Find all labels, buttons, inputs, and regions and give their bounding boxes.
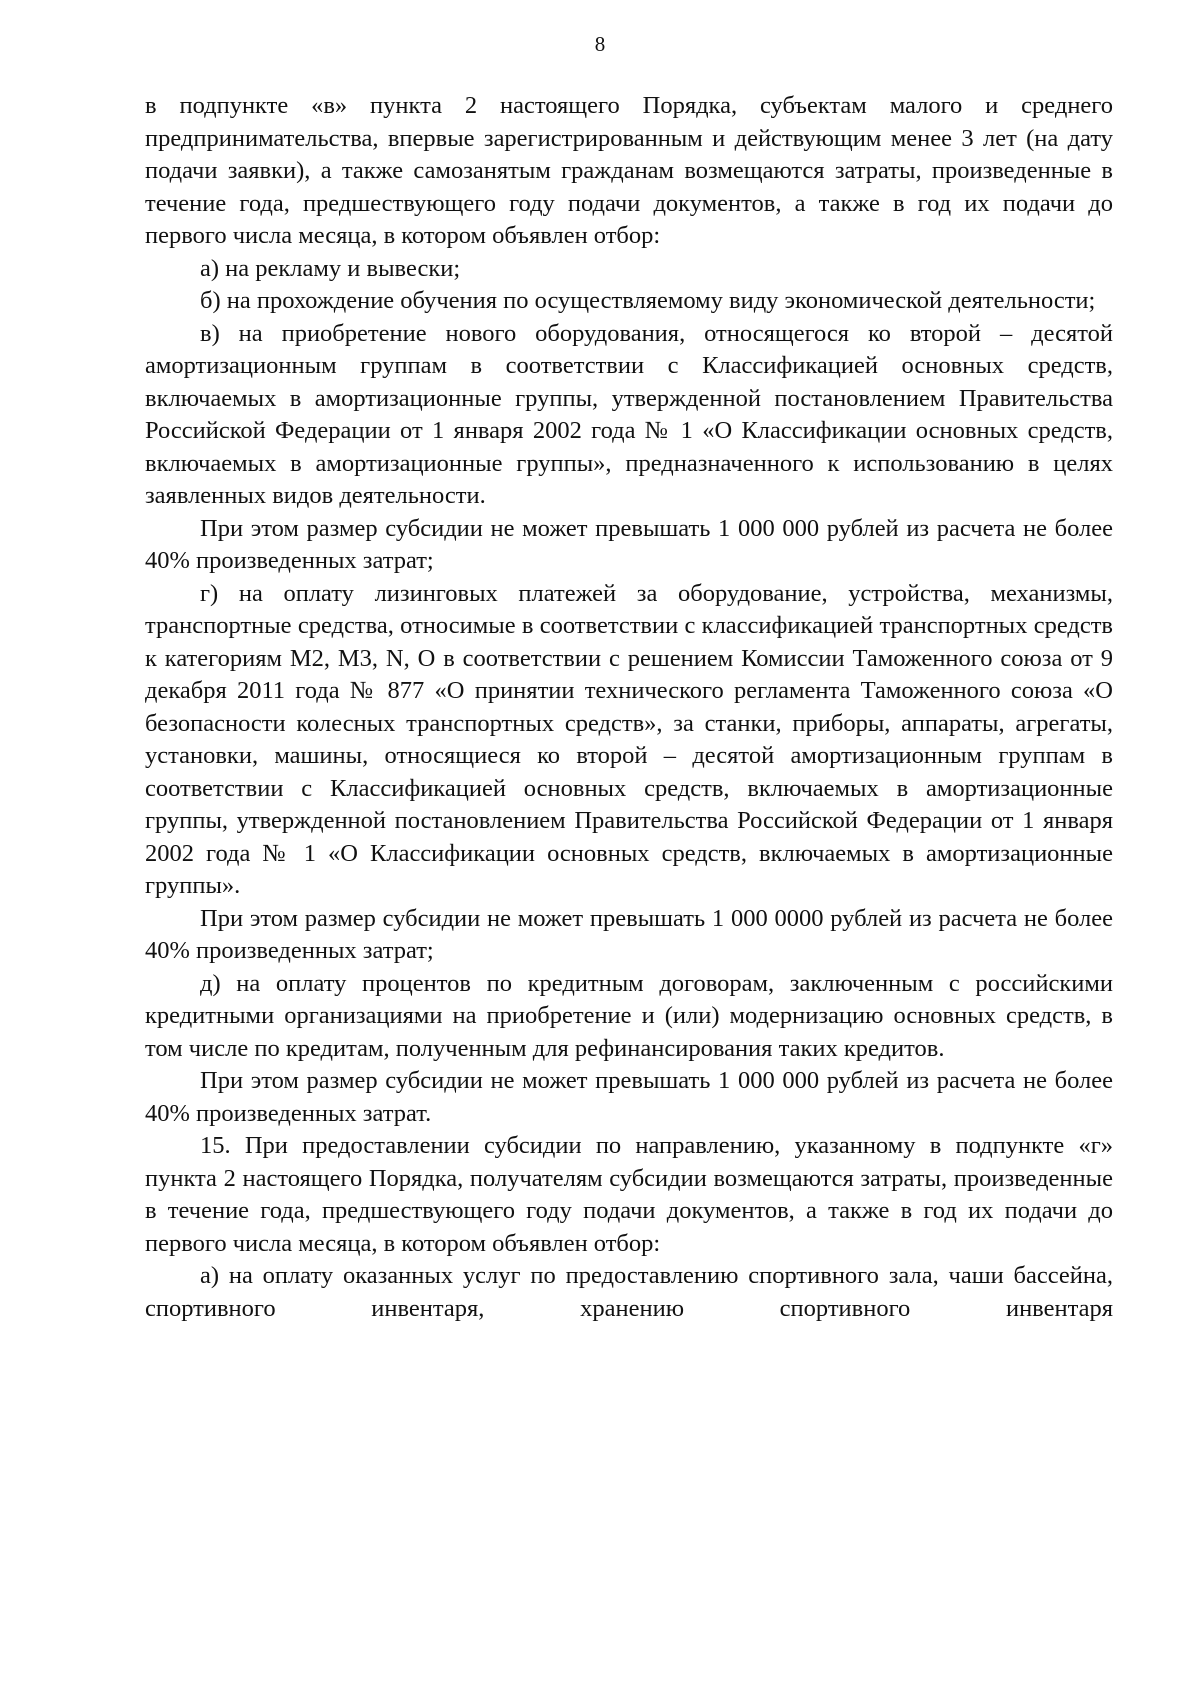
- paragraph-subsidy-limit-2: При этом размер субсидии не может превышать 1 000 0000 рублей из расчета не более 40% произведенных затрат;: [145, 904, 1113, 964]
- paragraph-item-a-sports-services: а) на оплату оказанных услуг по предоставлению спортивного зала, чаши бассейна, спортивного инвентаря, хранению спортивного инвентаря: [145, 1262, 1113, 1322]
- paragraph-item-g-leasing: г) на оплату лизинговых платежей за оборудование, устройства, механизмы, транспортные средства, относимые в соответствии с классификацией транспортных средств к категориям M2, M3, N, O в соответствии с решением Комиссии Таможенного союза от 9 декабря 2011 года № 877 «О принятии технического регламента Таможенного союза «О безопасности колесных транспортных средств», за станки, приборы, аппараты, агрегаты, установки, машины, относящиеся ко второй – десятой амортизационным группам в соответствии с Классификацией основных средств, включаемых в амортизационные группы, утвержденной постановлением Правительства Российской Федерации от 1 января 2002 года № 1 «О Классификации основных средств, включаемых в амортизационные группы».: [145, 579, 1113, 899]
- paragraph-subsidy-limit-1: При этом размер субсидии не может превышать 1 000 000 рублей из расчета не более 40% произведенных затрат;: [145, 514, 1113, 574]
- paragraph-item-v-equipment: в) на приобретение нового оборудования, относящегося ко второй – десятой амортизационным группам в соответствии с Классификацией основных средств, включаемых в амортизационные группы, утвержденной постановлением Правительства Российской Федерации от 1 января 2002 года № 1 «О Классификации основных средств, включаемых в амортизационные группы», предназначенного к использованию в целях заявленных видов деятельности.: [145, 319, 1113, 509]
- paragraph-subsidy-limit-3: При этом размер субсидии не может превышать 1 000 000 рублей из расчета не более 40% произведенных затрат.: [145, 1067, 1113, 1127]
- document-body: [145, 90, 1113, 1325]
- paragraph-item-b-training: б) на прохождение обучения по осуществляемому виду экономической деятельности;: [200, 287, 1096, 314]
- paragraph-continuation: в подпункте «в» пункта 2 настоящего Порядка, субъектам малого и среднего предпринимательства, впервые зарегистрированным и действующим менее 3 лет (на дату подачи заявки), а также самозанятым гражданам возмещаются затраты, произведенные в течение года, предшествующего году подачи документов, а также в год их подачи до первого числа месяца, в котором объявлен отбор:: [145, 92, 1113, 249]
- paragraph-item-d-interest: д) на оплату процентов по кредитным договорам, заключенным с российскими кредитными организациями на приобретение и (или) модернизацию основных средств, в том числе по кредитам, полученным для рефинансирования таких кредитов.: [145, 969, 1113, 1062]
- page-number: 8: [594, 32, 606, 56]
- paragraph-clause-15: 15. При предоставлении субсидии по направлению, указанному в подпункте «г» пункта 2 настоящего Порядка, получателям субсидии возмещаются затраты, произведенные в течение года, предшествующего году подачи документов, а также в год их подачи до первого числа месяца, в котором объявлен отбор:: [145, 1132, 1113, 1257]
- paragraph-item-a-advertising: а) на рекламу и вывески;: [200, 254, 461, 282]
